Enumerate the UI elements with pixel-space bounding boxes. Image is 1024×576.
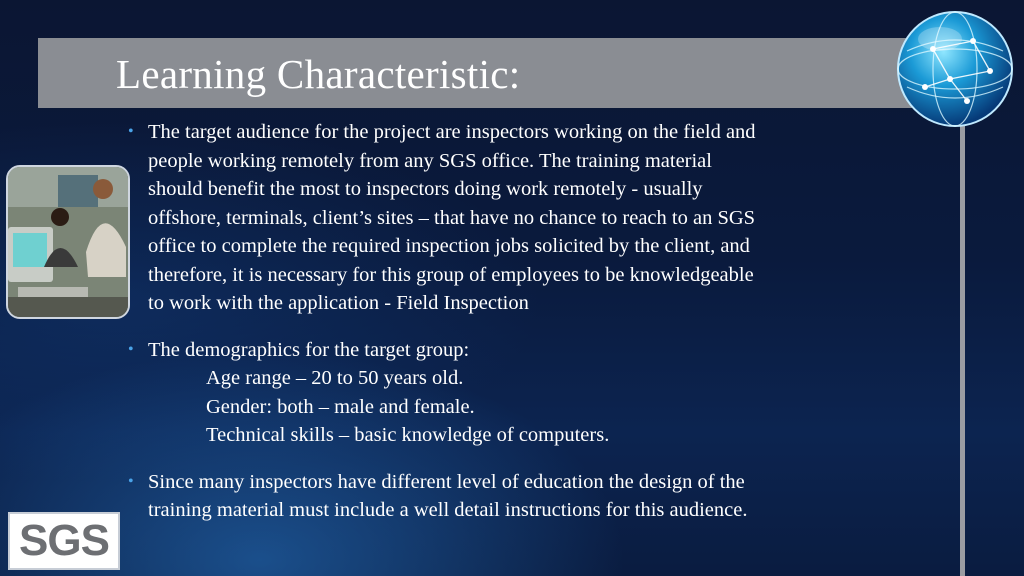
sgs-logo xyxy=(8,512,120,570)
sgs-logo-text: SGS xyxy=(19,516,109,565)
bullet-line: The target audience for the project are inspectors working on the field and xyxy=(148,121,756,143)
demographic-skills: Technical skills – basic knowledge of computers. xyxy=(206,424,610,446)
bullet-line: training material must include a well detail instructions for this audience. xyxy=(148,499,748,521)
demographic-gender: Gender: both – male and female. xyxy=(206,395,475,418)
bullet-line: Since many inspectors have different level of education the design of the xyxy=(148,470,745,493)
bullet-line: people working remotely from any SGS office. The training material xyxy=(148,149,712,172)
network-globe-icon xyxy=(895,9,1015,129)
bullet-marker: • xyxy=(128,472,134,490)
demographic-age: Age range – 20 to 50 years old. xyxy=(206,367,464,389)
slide-body xyxy=(126,118,946,543)
vertical-divider xyxy=(960,108,965,576)
bullet-line: to work with the application - Field Inspection xyxy=(148,292,529,314)
bullet-line: office to complete the required inspection jobs solicited by the client, and xyxy=(148,235,750,257)
bullet-marker: • xyxy=(128,340,134,358)
slide-title: Learning Characteristic: xyxy=(116,51,521,97)
bullet-line: offshore, terminals, client’s sites – that have no chance to reach to an SGS xyxy=(148,206,756,229)
bullet-target-audience xyxy=(126,118,946,318)
office-workers-photo xyxy=(6,165,130,319)
bullet-line: The demographics for the target group: xyxy=(148,338,470,361)
bullet-marker: • xyxy=(128,123,134,140)
bullet-education xyxy=(126,468,946,525)
bullet-line: should benefit the most to inspectors doing work remotely - usually xyxy=(148,178,703,200)
bullet-line: therefore, it is necessary for this group of employees to be knowledgeable xyxy=(148,263,754,286)
bullet-demographics xyxy=(126,336,946,450)
